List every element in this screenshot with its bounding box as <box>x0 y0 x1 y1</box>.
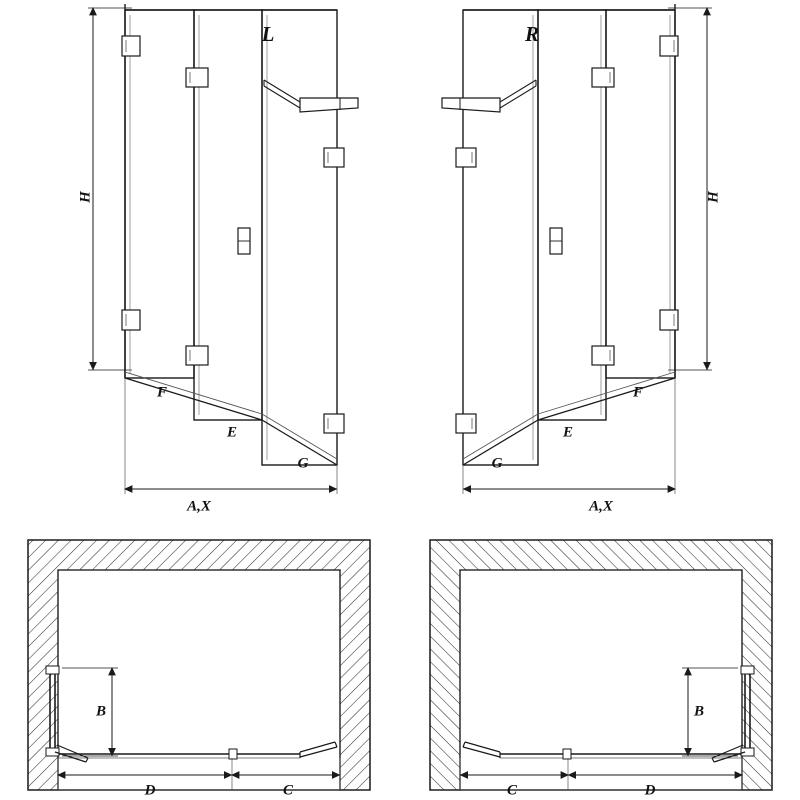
label-dim-d-left: D <box>144 782 156 799</box>
panel-g-left <box>262 10 337 465</box>
plan-left-fixed-run <box>58 749 300 759</box>
label-dim-c-right: C <box>506 782 518 799</box>
dimension-b-right <box>682 668 738 756</box>
label-hand-left: L <box>261 21 275 46</box>
label-panel-e-right: E <box>562 424 574 441</box>
elevation-left <box>77 4 358 514</box>
elevation-right <box>442 4 712 494</box>
label-width-left: A,X <box>187 498 211 515</box>
plan-right-left-swing <box>463 742 500 758</box>
label-height-left: H <box>77 191 94 203</box>
label-dim-d-right: D <box>644 782 656 799</box>
label-dim-c-left: C <box>282 782 294 799</box>
label-depth-b-left: B <box>95 703 107 720</box>
label-width-right: A,X <box>589 498 613 515</box>
label-panel-g-left: G <box>297 455 309 472</box>
plan-left <box>28 540 370 798</box>
dimension-d-left <box>58 758 232 798</box>
label-panel-f-right: F <box>632 384 644 401</box>
hinge-group-right-mid <box>592 68 614 365</box>
dimension-b-left <box>62 668 118 756</box>
plan-right <box>430 540 772 790</box>
dimension-c-left <box>232 758 340 798</box>
label-panel-e-left: E <box>226 424 238 441</box>
handle-right <box>550 228 562 254</box>
handle-left <box>238 228 250 254</box>
panel-g-right <box>463 10 538 465</box>
plan-right-fixed-run <box>500 749 742 759</box>
label-height-right: H <box>705 191 722 203</box>
label-depth-b-right: B <box>693 703 705 720</box>
threshold-right <box>463 372 675 465</box>
label-panel-f-left: F <box>156 384 168 401</box>
hinge-group-left-door <box>324 148 344 433</box>
hinge-group-right-door <box>456 148 476 433</box>
label-panel-g-right: G <box>491 455 503 472</box>
plan-right-labels <box>507 703 704 798</box>
hinge-group-left-mid <box>186 68 208 365</box>
support-bar-left <box>264 80 358 112</box>
plan-left-right-swing <box>300 742 337 758</box>
support-bar-right <box>442 80 536 112</box>
label-hand-right: R <box>524 21 540 46</box>
